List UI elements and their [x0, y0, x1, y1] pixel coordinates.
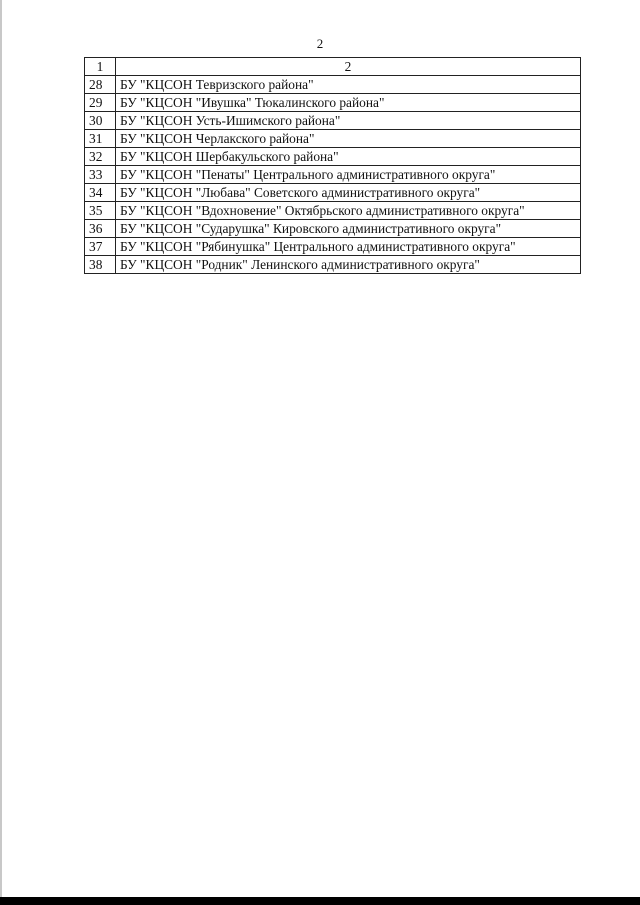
column-header-number: 1: [85, 58, 116, 76]
table-row: [85, 220, 581, 238]
institution-name: БУ "КЦСОН "Сударушка" Кировского административного округа": [116, 220, 581, 238]
table-row: [85, 202, 581, 220]
row-number: 36: [85, 220, 116, 238]
row-number: 33: [85, 166, 116, 184]
institutions-table: [84, 57, 581, 274]
page-number: 2: [316, 36, 324, 51]
table-row: [85, 256, 581, 274]
row-number: 34: [85, 184, 116, 202]
scan-left-edge: [0, 0, 2, 905]
table-row: [85, 94, 581, 112]
table-row: [85, 130, 581, 148]
institution-name: БУ "КЦСОН Тевризского района": [116, 76, 581, 94]
row-number: 28: [85, 76, 116, 94]
table-row: [85, 148, 581, 166]
table-row: [85, 238, 581, 256]
institution-name: БУ "КЦСОН "Рябинушка" Центрального административного округа": [116, 238, 581, 256]
table-row: [85, 112, 581, 130]
table-row: [85, 166, 581, 184]
institution-name: БУ "КЦСОН Шербакульского района": [116, 148, 581, 166]
table-row: [85, 76, 581, 94]
institution-name: БУ "КЦСОН Черлакского района": [116, 130, 581, 148]
institution-name: БУ "КЦСОН "Ивушка" Тюкалинского района": [116, 94, 581, 112]
row-number: 38: [85, 256, 116, 274]
scan-bottom-edge: [0, 897, 640, 905]
row-number: 29: [85, 94, 116, 112]
institution-name: БУ "КЦСОН Усть-Ишимского района": [116, 112, 581, 130]
column-header-name: 2: [116, 58, 581, 76]
row-number: 35: [85, 202, 116, 220]
row-number: 32: [85, 148, 116, 166]
table-row: [85, 184, 581, 202]
institution-name: БУ "КЦСОН "Вдохновение" Октябрьского административного округа": [116, 202, 581, 220]
institution-name: БУ "КЦСОН "Пенаты" Центрального административного округа": [116, 166, 581, 184]
row-number: 37: [85, 238, 116, 256]
row-number: 30: [85, 112, 116, 130]
institution-name: БУ "КЦСОН "Любава" Советского административного округа": [116, 184, 581, 202]
institution-name: БУ "КЦСОН "Родник" Ленинского административного округа": [116, 256, 581, 274]
row-number: 31: [85, 130, 116, 148]
table-header-row: [85, 58, 581, 76]
